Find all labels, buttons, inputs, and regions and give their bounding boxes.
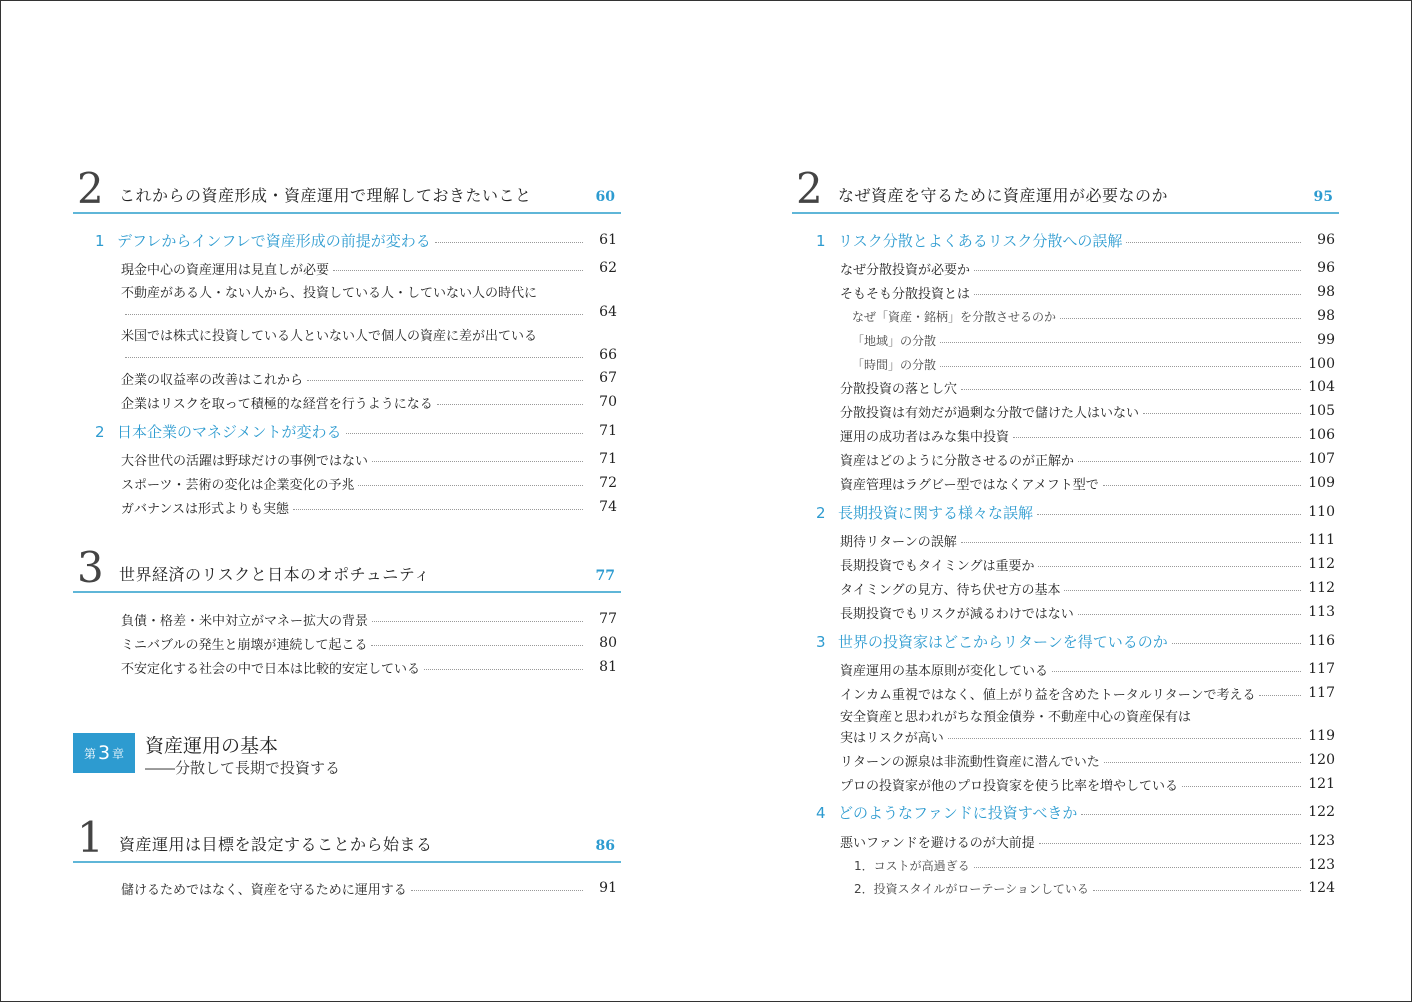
entry-page: 109 bbox=[1308, 475, 1335, 491]
toc-entry[interactable] bbox=[852, 354, 1335, 374]
entry-label: 期待リターンの誤解 bbox=[840, 534, 957, 550]
dot-leader bbox=[1259, 695, 1301, 696]
entry-label: 現金中心の資産運用は見直しが必要 bbox=[121, 262, 330, 278]
entry-page: 66 bbox=[599, 347, 617, 363]
entry-number: 1 bbox=[95, 231, 105, 250]
entry-label: 安全資産と思われがちな預金債券・不動産中心の資産保有は bbox=[840, 709, 1192, 725]
entry-label: 悪いファンドを避けるのが大前提 bbox=[840, 835, 1035, 851]
dot-leader bbox=[307, 380, 583, 381]
dot-leader bbox=[293, 509, 583, 510]
entry-number: 1 bbox=[816, 231, 826, 250]
chapter-prefix: 第 bbox=[83, 746, 96, 761]
dot-leader bbox=[1060, 318, 1301, 319]
dot-leader bbox=[1078, 614, 1301, 615]
entry-label: なぜ分散投資が必要か bbox=[840, 262, 971, 278]
entry-label: 長期投資でもリスクが減るわけではない bbox=[840, 606, 1074, 622]
dot-leader bbox=[372, 461, 583, 462]
entry-page: 105 bbox=[1308, 403, 1335, 419]
entry-page: 98 bbox=[1317, 308, 1335, 324]
toc-section-heading[interactable] bbox=[73, 813, 621, 863]
entry-page: 106 bbox=[1308, 427, 1335, 443]
dot-leader bbox=[961, 389, 1301, 390]
section-number: 2 bbox=[796, 164, 823, 213]
dot-leader bbox=[372, 621, 583, 622]
dot-leader bbox=[974, 867, 1301, 868]
section-page: 60 bbox=[595, 189, 615, 205]
toc-entry[interactable] bbox=[854, 878, 1335, 898]
entry-label: 2 日本企業のマネジメントが変わる bbox=[95, 422, 342, 441]
section-title: 世界経済のリスクと日本のオポチュニティ bbox=[119, 565, 431, 584]
entry-label: 資産管理はラグビー型ではなくアメフト型で bbox=[840, 477, 1099, 493]
entry-page: 117 bbox=[1308, 661, 1335, 677]
dot-leader bbox=[1064, 590, 1301, 591]
toc-entry[interactable] bbox=[121, 609, 617, 629]
dot-leader bbox=[974, 294, 1301, 295]
toc-entry[interactable] bbox=[121, 497, 617, 517]
toc-entry[interactable] bbox=[840, 530, 1335, 550]
toc-entry[interactable] bbox=[121, 449, 617, 469]
entry-label: 負債・格差・米中対立がマネー拡大の背景 bbox=[121, 613, 369, 629]
toc-section-heading[interactable] bbox=[73, 543, 621, 593]
entry-number: 2 bbox=[95, 422, 105, 441]
chapter-badge bbox=[73, 733, 135, 773]
entry-label: 分散投資は有効だが過剰な分散で儲けた人はいない bbox=[840, 405, 1140, 421]
toc-entry[interactable] bbox=[840, 425, 1335, 445]
entry-label: なぜ「資産・銘柄」を分散させるのか bbox=[852, 309, 1057, 324]
toc-entry[interactable] bbox=[840, 449, 1335, 469]
entry-page: 62 bbox=[599, 260, 617, 276]
toc-entry[interactable] bbox=[121, 657, 617, 677]
dot-leader bbox=[940, 366, 1301, 367]
entry-page: 110 bbox=[1308, 504, 1335, 520]
dot-leader bbox=[346, 433, 583, 434]
section-title: これからの資産形成・資産運用で理解しておきたいこと bbox=[119, 186, 532, 205]
entry-label: 企業はリスクを取って積極的な経営を行うようになる bbox=[121, 396, 433, 412]
section-page: 95 bbox=[1313, 189, 1333, 205]
toc-entry[interactable] bbox=[840, 377, 1335, 397]
entry-label: 企業の収益率の改善はこれから bbox=[121, 372, 304, 388]
dot-leader bbox=[1172, 643, 1301, 644]
entry-label: 2．投資スタイルがローテーションしている bbox=[854, 881, 1089, 896]
entry-label: 実はリスクが高い bbox=[840, 730, 944, 746]
chapter-title[interactable]: 資産運用の基本 bbox=[145, 735, 279, 757]
section-page: 86 bbox=[595, 838, 615, 854]
dot-leader bbox=[411, 890, 583, 891]
entry-label: そもそも分散投資とは bbox=[840, 286, 971, 302]
toc-entry[interactable] bbox=[854, 855, 1335, 875]
toc-entry[interactable] bbox=[840, 401, 1335, 421]
toc-entry[interactable] bbox=[840, 831, 1335, 851]
entry-page: 111 bbox=[1308, 532, 1335, 548]
entry-page: 121 bbox=[1308, 776, 1335, 792]
dot-leader bbox=[1103, 485, 1301, 486]
entry-page: 123 bbox=[1308, 857, 1335, 873]
entry-label: 長期投資でもタイミングは重要か bbox=[840, 558, 1035, 574]
entry-page: 80 bbox=[599, 635, 617, 651]
toc-entry[interactable] bbox=[840, 282, 1335, 302]
toc-entry[interactable] bbox=[121, 368, 617, 388]
entry-page: 99 bbox=[1317, 332, 1335, 348]
entry-label: スポーツ・芸術の変化は企業変化の予兆 bbox=[121, 477, 355, 493]
toc-entry[interactable] bbox=[816, 631, 1335, 651]
toc-entry[interactable] bbox=[121, 878, 617, 898]
entry-page: 120 bbox=[1308, 752, 1335, 768]
dot-leader bbox=[1013, 437, 1301, 438]
dot-leader bbox=[125, 357, 583, 358]
toc-entry[interactable] bbox=[840, 659, 1335, 679]
toc-entry[interactable] bbox=[121, 302, 617, 322]
toc-entry[interactable] bbox=[840, 554, 1335, 574]
entry-page: 81 bbox=[599, 659, 617, 675]
section-title: なぜ資産を守るために資産運用が必要なのか bbox=[838, 186, 1169, 205]
entry-label: 1 デフレからインフレで資産形成の前提が変わる bbox=[95, 231, 431, 250]
entry-page: 96 bbox=[1317, 232, 1335, 248]
toc-entry[interactable] bbox=[816, 802, 1335, 822]
entry-number: 4 bbox=[816, 803, 826, 822]
entry-label: 米国では株式に投資している人といない人で個人の資産に差が出ている bbox=[121, 328, 538, 344]
entry-page: 72 bbox=[599, 475, 617, 491]
toc-entry[interactable] bbox=[852, 330, 1335, 350]
toc-entry-line[interactable] bbox=[121, 324, 617, 344]
entry-page: 124 bbox=[1308, 880, 1335, 896]
entry-page: 107 bbox=[1308, 451, 1335, 467]
chapter-subtitle: ――分散して長期で投資する bbox=[145, 759, 341, 777]
section-number: 2 bbox=[77, 164, 104, 213]
entry-number: 3 bbox=[816, 632, 826, 651]
entry-page: 71 bbox=[599, 451, 617, 467]
entry-label: 3 世界の投資家はどこからリターンを得ているのか bbox=[816, 632, 1168, 651]
toc-entry[interactable] bbox=[840, 258, 1335, 278]
entry-page: 100 bbox=[1308, 356, 1335, 372]
entry-page: 104 bbox=[1308, 379, 1335, 395]
section-number: 3 bbox=[77, 543, 104, 592]
entry-page: 116 bbox=[1308, 633, 1335, 649]
entry-label: 1 リスク分散とよくあるリスク分散への誤解 bbox=[816, 231, 1123, 250]
dot-leader bbox=[1052, 671, 1301, 672]
entry-label: 資産運用の基本原則が変化している bbox=[840, 663, 1049, 679]
dot-leader bbox=[1037, 514, 1301, 515]
toc-entry[interactable] bbox=[840, 473, 1335, 493]
entry-page: 70 bbox=[599, 394, 617, 410]
dot-leader bbox=[358, 485, 583, 486]
toc-section-heading[interactable] bbox=[792, 164, 1339, 214]
entry-label: 儲けるためではなく、資産を守るために運用する bbox=[121, 882, 407, 898]
entry-page: 61 bbox=[599, 232, 617, 248]
toc-entry[interactable] bbox=[840, 750, 1335, 770]
dot-leader bbox=[125, 314, 583, 315]
dot-leader bbox=[1078, 461, 1301, 462]
entry-label: 運用の成功者はみな集中投資 bbox=[840, 429, 1010, 445]
entry-label: タイミングの見方、待ち伏せ方の基本 bbox=[840, 582, 1061, 598]
toc-entry[interactable] bbox=[840, 726, 1335, 746]
entry-label: 4 どのようなファンドに投資すべきか bbox=[816, 803, 1078, 822]
section-page: 77 bbox=[595, 568, 615, 584]
entry-page: 123 bbox=[1308, 833, 1335, 849]
toc-entry[interactable] bbox=[840, 683, 1335, 703]
entry-page: 91 bbox=[599, 880, 617, 896]
entry-page: 71 bbox=[599, 423, 617, 439]
toc-entry[interactable] bbox=[121, 392, 617, 412]
dot-leader bbox=[940, 342, 1301, 343]
toc-entry-line[interactable] bbox=[840, 705, 1335, 725]
dot-leader bbox=[435, 242, 583, 243]
dot-leader bbox=[371, 645, 583, 646]
toc-entry[interactable] bbox=[121, 473, 617, 493]
entry-page: 112 bbox=[1308, 556, 1335, 572]
entry-label: ガバナンスは形式よりも実態 bbox=[121, 501, 289, 517]
dot-leader bbox=[437, 404, 583, 405]
entry-label: プロの投資家が他のプロ投資家を使う比率を増やしている bbox=[840, 778, 1179, 794]
entry-label: 2 長期投資に関する様々な誤解 bbox=[816, 503, 1034, 522]
dot-leader bbox=[1104, 762, 1301, 763]
dot-leader bbox=[1143, 413, 1301, 414]
toc-entry[interactable] bbox=[840, 578, 1335, 598]
dot-leader bbox=[961, 542, 1301, 543]
toc-entry[interactable] bbox=[852, 306, 1335, 326]
entry-page: 119 bbox=[1308, 728, 1335, 744]
entry-page: 74 bbox=[599, 499, 617, 515]
toc-entry[interactable] bbox=[121, 258, 617, 278]
entry-page: 112 bbox=[1308, 580, 1335, 596]
entry-label: 「時間」の分散 bbox=[852, 357, 937, 372]
entry-page: 77 bbox=[599, 611, 617, 627]
toc-entry-line[interactable] bbox=[121, 281, 617, 301]
toc-entry[interactable] bbox=[95, 421, 617, 441]
entry-label: インカム重視ではなく、値上がり益を含めたトータルリターンで考える bbox=[840, 687, 1256, 703]
entry-label: 不動産がある人・ない人から、投資している人・していない人の時代に bbox=[121, 285, 538, 301]
dot-leader bbox=[974, 270, 1301, 271]
entry-label: 大谷世代の活躍は野球だけの事例ではない bbox=[121, 453, 369, 469]
chapter-number: 3 bbox=[97, 742, 111, 764]
dot-leader bbox=[948, 738, 1301, 739]
entry-number: 2 bbox=[816, 503, 826, 522]
entry-label: リターンの源泉は非流動性資産に潜んでいた bbox=[840, 754, 1100, 770]
entry-page: 122 bbox=[1308, 804, 1335, 820]
section-number: 1 bbox=[77, 813, 104, 862]
dot-leader bbox=[1081, 814, 1301, 815]
toc-entry[interactable] bbox=[816, 502, 1335, 522]
dot-leader bbox=[333, 270, 583, 271]
entry-label: 分散投資の落とし穴 bbox=[840, 381, 958, 397]
entry-page: 67 bbox=[599, 370, 617, 386]
toc-entry[interactable] bbox=[840, 774, 1335, 794]
entry-label: 「地域」の分散 bbox=[852, 333, 937, 348]
dot-leader bbox=[1126, 242, 1301, 243]
toc-section-heading[interactable] bbox=[73, 164, 621, 214]
toc-entry[interactable] bbox=[816, 230, 1335, 250]
section-title: 資産運用は目標を設定することから始まる bbox=[119, 835, 433, 854]
dot-leader bbox=[1093, 890, 1301, 891]
entry-page: 113 bbox=[1308, 604, 1335, 620]
entry-label: ミニバブルの発生と崩壊が連続して起こる bbox=[121, 637, 368, 653]
entry-page: 64 bbox=[599, 304, 617, 320]
toc-entry[interactable] bbox=[121, 345, 617, 365]
entry-label: 1．コストが高過ぎる bbox=[854, 858, 970, 873]
dot-leader bbox=[1182, 786, 1301, 787]
toc-entry[interactable] bbox=[121, 633, 617, 653]
entry-label: 資産はどのように分散させるのが正解か bbox=[840, 453, 1075, 469]
entry-page: 98 bbox=[1317, 284, 1335, 300]
chapter-suffix: 章 bbox=[112, 746, 125, 761]
entry-label: 不安定化する社会の中で日本は比較的安定している bbox=[121, 661, 421, 677]
entry-page: 117 bbox=[1308, 685, 1335, 701]
toc-entry[interactable] bbox=[840, 602, 1335, 622]
dot-leader bbox=[424, 669, 583, 670]
entry-page: 96 bbox=[1317, 260, 1335, 276]
dot-leader bbox=[1039, 843, 1301, 844]
dot-leader bbox=[1038, 566, 1301, 567]
toc-entry[interactable] bbox=[95, 230, 617, 250]
